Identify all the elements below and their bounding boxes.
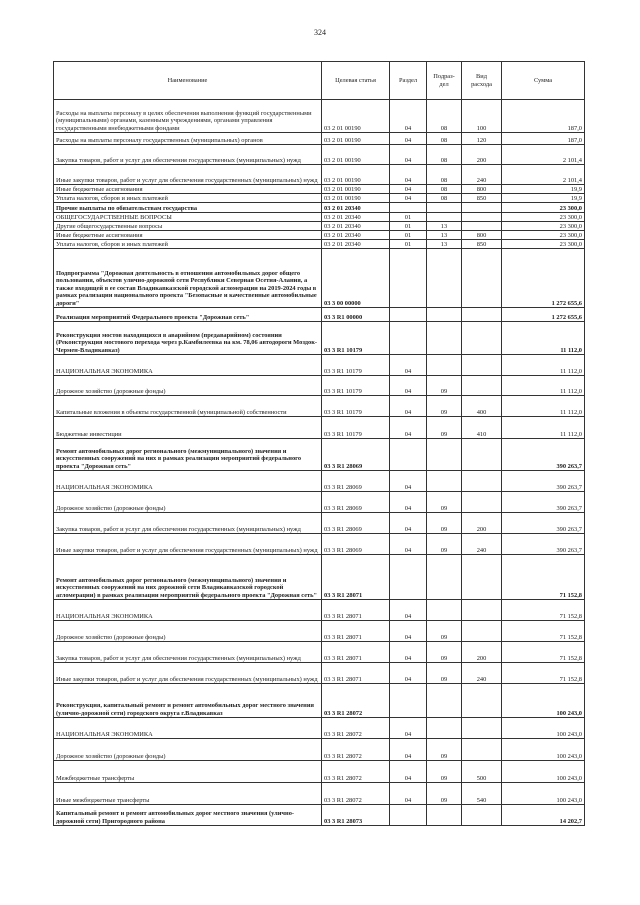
table-row [54,213,585,222]
cell-type [462,805,502,826]
cell-section: 04 [390,600,427,621]
cell-subsection: 09 [427,739,462,761]
cell-sum: 71 152,8 [502,663,585,684]
cell-subsection [427,213,462,222]
cell-name: Ремонт автомобильных дорог регионального (межмуниципального) значения и искусственных сооружений на них дорожной сети Владикавказской городской агломерации) в рамках реализации мероприятий федерального проекта "Дорожная сеть" [54,555,322,600]
cell-section: 01 [390,231,427,240]
cell-subsection [427,471,462,492]
cell-name: Капитальный ремонт и ремонт автомобильных дорог местного значения (улично-дорожной сети) Пригородного района [54,805,322,826]
cell-sum: 2 101,4 [502,165,585,185]
cell-type: 200 [462,513,502,534]
budget-table [53,61,585,826]
cell-subsection [427,308,462,322]
cell-subsection: 08 [427,194,462,203]
cell-target: 03 3 R1 10179 [322,417,390,439]
cell-section: 04 [390,194,427,203]
cell-name: Другие общегосударственные вопросы [54,222,322,231]
cell-name: Уплата налогов, сборов и иных платежей [54,240,322,249]
cell-sum: 23 300,0 [502,231,585,240]
cell-type: 800 [462,185,502,194]
table-row [54,240,585,249]
cell-sum: 187,0 [502,100,585,133]
cell-target: 03 3 R1 28069 [322,513,390,534]
cell-section [390,249,427,308]
cell-section [390,203,427,213]
cell-subsection [427,355,462,376]
cell-sum: 11 112,0 [502,376,585,396]
cell-section: 04 [390,145,427,165]
cell-name: Дорожное хозяйство (дорожные фонды) [54,376,322,396]
cell-type [462,203,502,213]
table-row [54,145,585,165]
cell-name: Закупка товаров, работ и услуг для обеспечения государственных (муниципальных) нужд [54,513,322,534]
table-row [54,376,585,396]
cell-type [462,621,502,642]
cell-name: Дорожное хозяйство (дорожные фонды) [54,492,322,513]
cell-target: 03 3 R1 28071 [322,621,390,642]
cell-sum: 14 202,7 [502,805,585,826]
cell-name: НАЦИОНАЛЬНАЯ ЭКОНОМИКА [54,471,322,492]
cell-target: 03 2 01 00190 [322,100,390,133]
cell-subsection: 08 [427,100,462,133]
cell-subsection: 09 [427,417,462,439]
cell-type: 850 [462,240,502,249]
cell-name: Закупка товаров, работ и услуг для обеспечения государственных (муниципальных) нужд [54,642,322,663]
header-section: Раздел [390,62,427,100]
cell-subsection: 09 [427,621,462,642]
cell-target: 03 2 01 20340 [322,240,390,249]
cell-sum: 100 243,0 [502,718,585,739]
cell-name: Иные закупки товаров, работ и услуг для обеспечения государственных (муниципальных) нужд [54,663,322,684]
cell-section: 04 [390,396,427,417]
cell-subsection [427,555,462,600]
cell-type [462,600,502,621]
cell-type [462,376,502,396]
cell-sum: 390 263,7 [502,513,585,534]
cell-name: Подпрограмма "Дорожная деятельность в отношении автомобильных дорог общего пользования, объектов улично-дорожной сети Республики Северная Осетия-Алания, а также входящей в ее состав Владикавказской городской агломерации на 2019-2024 годы в рамках реализации национального проекта "Безопасные и качественные автомобильные дороги" [54,249,322,308]
cell-subsection: 13 [427,222,462,231]
cell-target: 03 3 R1 28071 [322,555,390,600]
cell-subsection: 08 [427,185,462,194]
table-row [54,492,585,513]
table-row [54,133,585,145]
cell-type: 120 [462,133,502,145]
table-row [54,642,585,663]
table-row [54,663,585,684]
table-row [54,185,585,194]
cell-target: 03 3 R1 28072 [322,718,390,739]
table-row [54,249,585,308]
table-row [54,417,585,439]
cell-name: Уплата налогов, сборов и иных платежей [54,194,322,203]
table-row [54,600,585,621]
cell-type [462,355,502,376]
cell-target: 03 2 01 00190 [322,145,390,165]
cell-sum: 2 101,4 [502,145,585,165]
cell-subsection: 09 [427,761,462,783]
cell-subsection [427,249,462,308]
cell-section [390,439,427,471]
cell-sum: 23 300,0 [502,203,585,213]
cell-section: 01 [390,213,427,222]
cell-section [390,308,427,322]
cell-sum: 19,9 [502,194,585,203]
cell-sum: 100 243,0 [502,684,585,718]
cell-target: 03 2 01 20340 [322,222,390,231]
cell-target: 03 2 01 00190 [322,185,390,194]
table-row [54,322,585,355]
cell-type: 200 [462,145,502,165]
table-row [54,194,585,203]
cell-target: 03 2 01 00190 [322,165,390,185]
cell-target: 03 3 R1 28069 [322,471,390,492]
table-row [54,100,585,133]
cell-target: 03 3 R1 28072 [322,783,390,805]
cell-name: Реконструкция мостов находящихся в аварийном (предаварийном) состоянии (Реконструкция мостового перехода через р.Камбилеевка на км. 78,06 автодороги Моздок-Чермен-Владикавказ) [54,322,322,355]
cell-section [390,322,427,355]
cell-sum: 100 243,0 [502,783,585,805]
table-row [54,231,585,240]
cell-section: 04 [390,761,427,783]
cell-sum: 11 112,0 [502,355,585,376]
cell-type [462,718,502,739]
cell-target: 03 2 01 20340 [322,203,390,213]
table-header-row [54,62,585,100]
cell-type: 410 [462,417,502,439]
cell-subsection: 08 [427,133,462,145]
cell-type [462,684,502,718]
cell-sum: 100 243,0 [502,761,585,783]
cell-subsection [427,600,462,621]
cell-type: 100 [462,100,502,133]
cell-section: 04 [390,534,427,555]
cell-type: 240 [462,165,502,185]
cell-name: Иные закупки товаров, работ и услуг для обеспечения государственных (муниципальных) нужд [54,165,322,185]
cell-type [462,439,502,471]
cell-target: 03 3 R1 28069 [322,534,390,555]
cell-target: 03 3 R1 28071 [322,642,390,663]
cell-sum: 19,9 [502,185,585,194]
cell-type [462,739,502,761]
cell-sum: 71 152,8 [502,642,585,663]
cell-target: 03 2 01 20340 [322,231,390,240]
cell-name: НАЦИОНАЛЬНАЯ ЭКОНОМИКА [54,600,322,621]
table-row [54,534,585,555]
cell-section [390,684,427,718]
cell-subsection: 09 [427,783,462,805]
cell-target: 03 3 R1 10179 [322,322,390,355]
cell-type [462,308,502,322]
cell-name: Реализация мероприятий Федерального проекта "Дорожная сеть" [54,308,322,322]
cell-sum: 11 112,0 [502,396,585,417]
cell-type: 540 [462,783,502,805]
cell-subsection [427,203,462,213]
cell-sum: 11 112,0 [502,322,585,355]
cell-section: 04 [390,185,427,194]
cell-sum: 71 152,8 [502,621,585,642]
cell-sum: 390 263,7 [502,471,585,492]
cell-section: 01 [390,240,427,249]
table-row [54,783,585,805]
cell-target: 03 2 01 00190 [322,133,390,145]
table-row [54,621,585,642]
cell-type [462,322,502,355]
cell-subsection [427,322,462,355]
cell-type: 200 [462,642,502,663]
cell-section: 04 [390,783,427,805]
cell-section: 04 [390,718,427,739]
cell-name: Расходы на выплаты персоналу государственных (муниципальных) органов [54,133,322,145]
header-subsection: Подраз- дел [427,62,462,100]
cell-target: 03 3 R1 28073 [322,805,390,826]
cell-type: 500 [462,761,502,783]
cell-section [390,805,427,826]
table-row [54,396,585,417]
cell-section: 04 [390,739,427,761]
cell-sum: 71 152,8 [502,600,585,621]
cell-target: 03 3 R1 28069 [322,439,390,471]
cell-sum: 1 272 655,6 [502,308,585,322]
table-row [54,761,585,783]
cell-section: 04 [390,100,427,133]
table-row [54,718,585,739]
cell-section: 04 [390,355,427,376]
cell-subsection: 09 [427,663,462,684]
cell-type [462,249,502,308]
cell-name: НАЦИОНАЛЬНАЯ ЭКОНОМИКА [54,355,322,376]
cell-sum: 71 152,8 [502,555,585,600]
cell-type: 400 [462,396,502,417]
table-row [54,203,585,213]
cell-subsection: 13 [427,240,462,249]
header-sum: Сумма [502,62,585,100]
cell-subsection: 13 [427,231,462,240]
cell-target: 03 3 R1 28072 [322,739,390,761]
cell-subsection [427,805,462,826]
cell-name: Дорожное хозяйство (дорожные фонды) [54,739,322,761]
table-row [54,805,585,826]
table-row [54,308,585,322]
cell-name: ОБЩЕГОСУДАРСТВЕННЫЕ ВОПРОСЫ [54,213,322,222]
cell-subsection [427,718,462,739]
cell-section: 04 [390,165,427,185]
cell-sum: 23 300,0 [502,213,585,222]
cell-subsection: 08 [427,145,462,165]
cell-target: 03 2 01 00190 [322,194,390,203]
cell-name: Бюджетные инвестиции [54,417,322,439]
cell-name: Расходы на выплаты персоналу в целях обеспечения выполнения функций государственными (муниципальными) органами, казенными учреждениями, органами управления государственными внебюджетными фондами [54,100,322,133]
cell-section: 01 [390,222,427,231]
cell-type: 240 [462,663,502,684]
cell-name: Иные бюджетные ассигнования [54,231,322,240]
cell-target: 03 3 R1 00000 [322,308,390,322]
cell-type [462,492,502,513]
table-row [54,165,585,185]
cell-subsection: 08 [427,165,462,185]
cell-subsection: 09 [427,376,462,396]
cell-section: 04 [390,376,427,396]
header-target: Целевая статья [322,62,390,100]
cell-section: 04 [390,471,427,492]
cell-section: 04 [390,417,427,439]
cell-target: 03 3 R1 10179 [322,355,390,376]
cell-type: 800 [462,231,502,240]
cell-type [462,555,502,600]
cell-target: 03 2 01 20340 [322,213,390,222]
cell-section: 04 [390,642,427,663]
cell-target: 03 3 R1 28069 [322,492,390,513]
cell-target: 03 3 R1 28071 [322,600,390,621]
cell-name: Закупка товаров, работ и услуг для обеспечения государственных (муниципальных) нужд [54,145,322,165]
cell-target: 03 3 R1 28072 [322,684,390,718]
cell-sum: 11 112,0 [502,417,585,439]
cell-sum: 390 263,7 [502,492,585,513]
page-number: 324 [314,28,326,37]
cell-section: 04 [390,621,427,642]
cell-name: Иные закупки товаров, работ и услуг для обеспечения государственных (муниципальных) нужд [54,534,322,555]
cell-name: НАЦИОНАЛЬНАЯ ЭКОНОМИКА [54,718,322,739]
cell-type [462,471,502,492]
cell-sum: 100 243,0 [502,739,585,761]
cell-name: Иные бюджетные ассигнования [54,185,322,194]
table-row [54,684,585,718]
cell-name: Межбюджетные трансферты [54,761,322,783]
cell-subsection: 09 [427,642,462,663]
cell-subsection: 09 [427,396,462,417]
cell-type [462,222,502,231]
cell-target: 03 3 R1 28071 [322,663,390,684]
cell-subsection: 09 [427,513,462,534]
cell-section: 04 [390,492,427,513]
table-row [54,355,585,376]
cell-section: 04 [390,513,427,534]
cell-target: 03 3 R1 10179 [322,376,390,396]
cell-name: Ремонт автомобильных дорог регионального (межмуниципального) значения и искусственных сооружений на них в рамках реализации мероприятий федерального проекта "Дорожная сеть" [54,439,322,471]
cell-type [462,213,502,222]
cell-sum: 390 263,7 [502,439,585,471]
cell-sum: 1 272 655,6 [502,249,585,308]
cell-sum: 23 300,0 [502,222,585,231]
table-row [54,222,585,231]
cell-name: Дорожное хозяйство (дорожные фонды) [54,621,322,642]
cell-type: 240 [462,534,502,555]
table-row [54,739,585,761]
cell-sum: 187,0 [502,133,585,145]
cell-name: Иные межбюджетные трансферты [54,783,322,805]
cell-name: Реконструкция, капитальный ремонт и ремонт автомобильных дорог местного значения (улично-дорожной сети) городского округа г.Владикавказ [54,684,322,718]
cell-section: 04 [390,133,427,145]
cell-type: 850 [462,194,502,203]
cell-name: Капитальные вложения в объекты государственной (муниципальной) собственности [54,396,322,417]
table-row [54,439,585,471]
cell-subsection [427,439,462,471]
cell-name: Прочие выплаты по обязательствам государства [54,203,322,213]
cell-target: 03 3 00 00000 [322,249,390,308]
cell-sum: 23 300,0 [502,240,585,249]
cell-section [390,555,427,600]
table-row [54,513,585,534]
cell-subsection: 09 [427,534,462,555]
cell-subsection [427,684,462,718]
table-row [54,471,585,492]
table-body [54,100,585,826]
cell-target: 03 3 R1 10179 [322,396,390,417]
cell-subsection: 09 [427,492,462,513]
cell-target: 03 3 R1 28072 [322,761,390,783]
table-row [54,555,585,600]
cell-section: 04 [390,663,427,684]
header-name: Наименование [54,62,322,100]
cell-sum: 390 263,7 [502,534,585,555]
header-type: Вид расхода [462,62,502,100]
